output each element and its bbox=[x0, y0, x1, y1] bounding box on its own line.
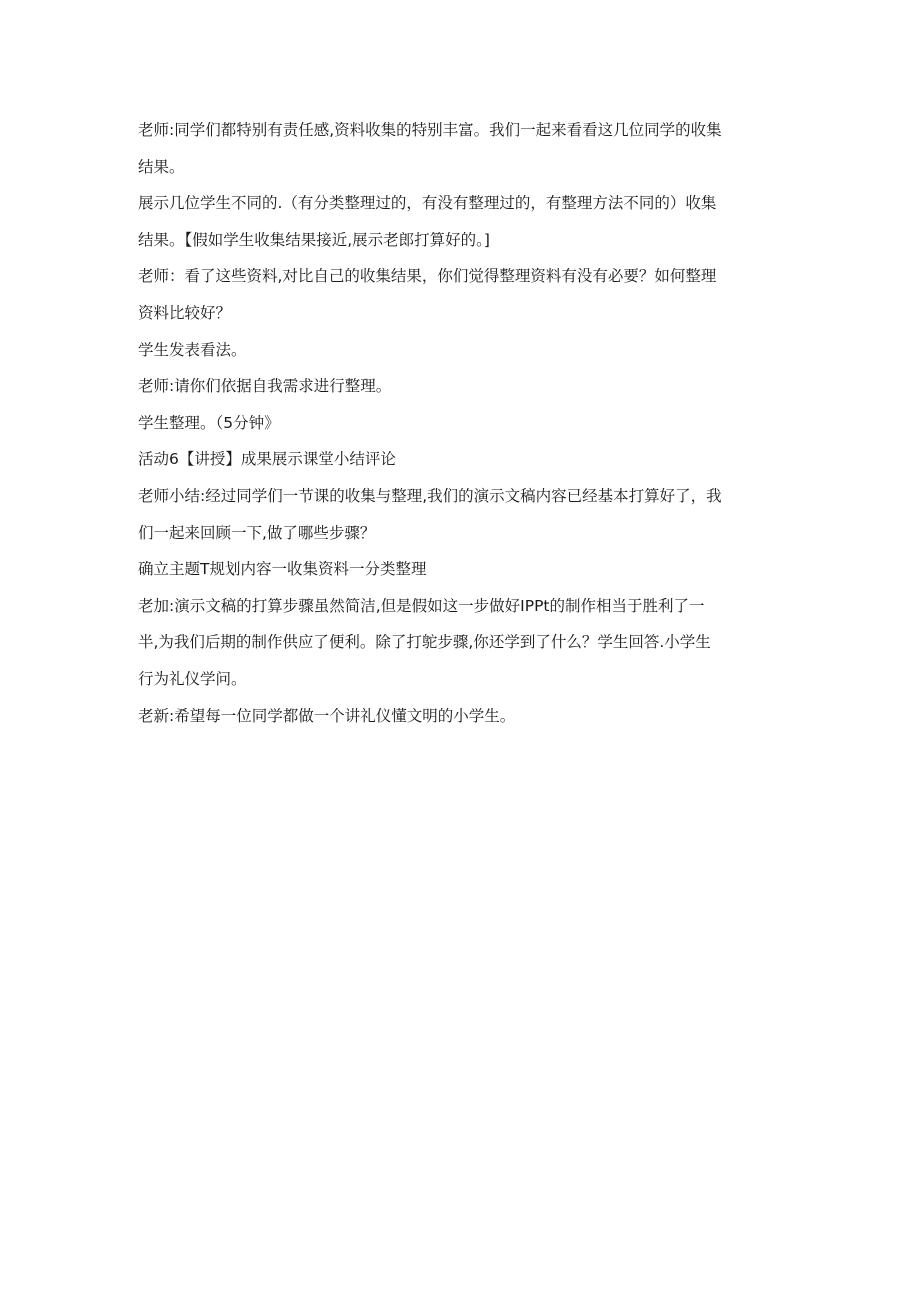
text-line-17: 老新:希望每一位同学都做一个讲礼仪懂文明的小学生。 bbox=[138, 706, 516, 725]
section-heading: 活动6【讲授】成果展示课堂小结评论 bbox=[138, 450, 396, 469]
text-line-12: 们一起来回顾一下,做了哪些步骤？ bbox=[138, 523, 376, 542]
text-line-2: 结果。 bbox=[138, 157, 185, 176]
text-line-7: 学生发表看法。 bbox=[138, 340, 247, 359]
document-body bbox=[138, 112, 788, 734]
text-line-14: 老加:演示文稿的打算步骤虽然简洁,但是假如这一步做好IPPt的制作相当于胜利了一 bbox=[138, 596, 705, 615]
text-line-4: 结果。【假如学生收集结果接近,展示老郎打算好的。] bbox=[138, 230, 490, 249]
text-line-11: 老师小结:经过同学们一节课的收集与整理,我们的演示文稿内容已经基本打算好了，我 bbox=[138, 486, 722, 505]
text-line-15: 半,为我们后期的制作供应了便利。除了打鸵步骤,你还学到了什么？学生回答.小学生 bbox=[138, 633, 711, 652]
text-line-13: 确立主题T规划内容一收集资料一分类整理 bbox=[138, 560, 427, 579]
text-line-9: 学生整理。（5分钟》 bbox=[138, 413, 280, 432]
text-line-16: 行为礼仪学问。 bbox=[138, 669, 247, 688]
text-line-5: 老师：看了这些资料,对比自己的收集结果，你们觉得整理资料有没有必要？如何整理 bbox=[138, 267, 717, 286]
text-line-6: 资料比较好？ bbox=[138, 303, 232, 322]
text-line-8: 老师:请你们依据自我需求进行整理。 bbox=[138, 377, 392, 396]
text-line-3: 展示几位学生不同的.（有分类整理过的，有没有整理过的，有整理方法不同的）收集 bbox=[138, 194, 717, 213]
text-line-1: 老师:同学们都特别有责任感,资料收集的特别丰富。我们一起来看看这几位同学的收集 bbox=[138, 121, 722, 139]
